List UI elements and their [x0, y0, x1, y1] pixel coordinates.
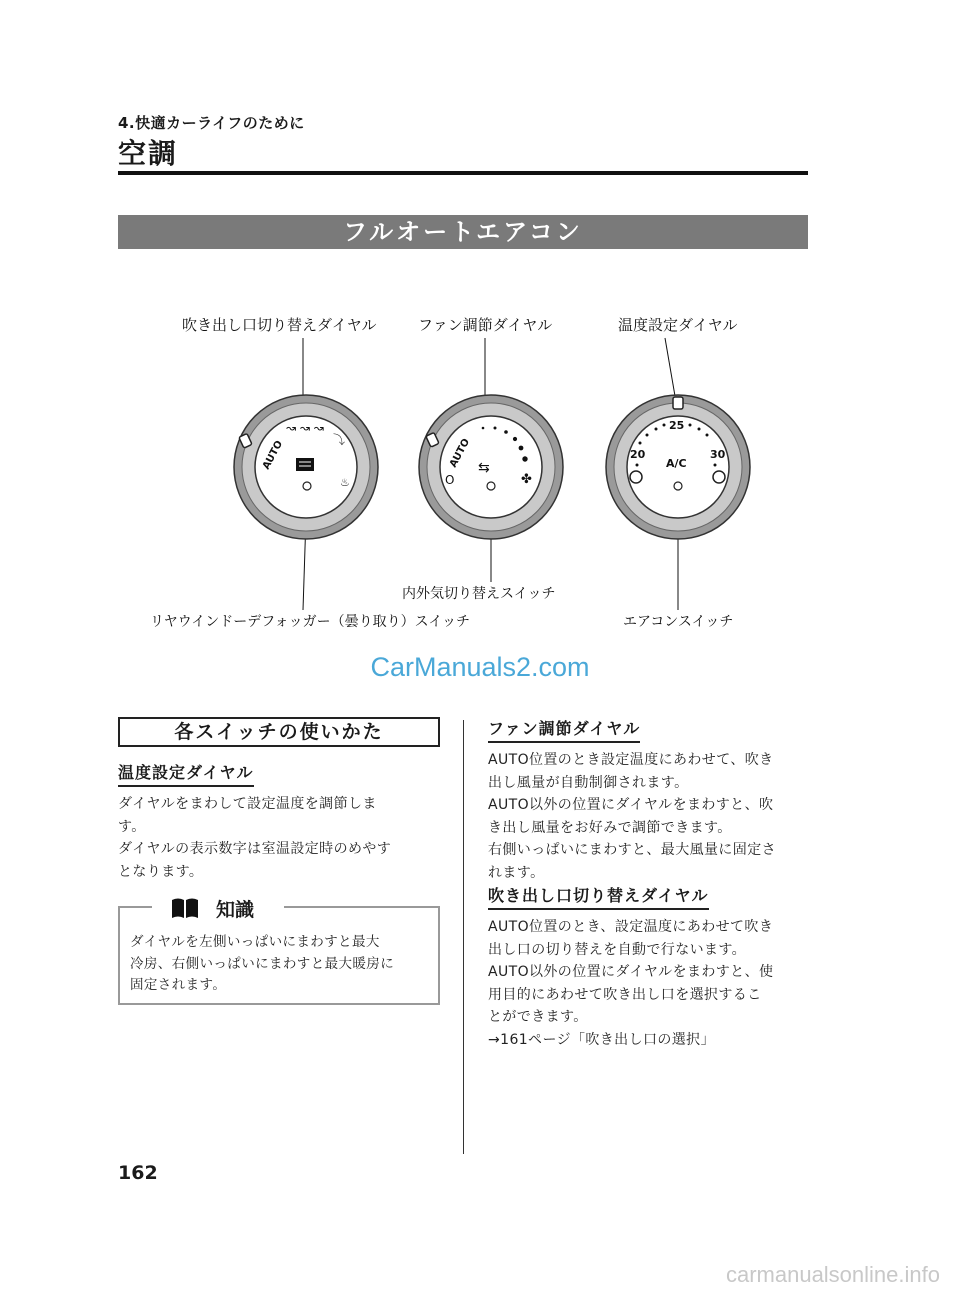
column-divider: [463, 720, 464, 1154]
section-banner: フルオートエアコン: [118, 215, 808, 249]
climate-control-diagram: [140, 300, 790, 640]
chapter-label: 4.快適カーライフのために: [118, 114, 305, 132]
section-heading: 各スイッチの使いかた: [118, 717, 440, 747]
label-temp-dial: 温度設定ダイヤル: [618, 316, 738, 334]
temp-mark-25: 25: [669, 419, 685, 432]
label-recirc-switch: 内外気切り替えスイッチ: [402, 586, 556, 602]
temp-mark-20: 20: [630, 448, 646, 461]
rear-defogger-button[interactable]: [303, 482, 311, 490]
page-number: 162: [118, 1162, 158, 1184]
watermark: CarManuals2.com: [370, 652, 590, 682]
label-rear-defogger: リヤウインドーデフォッガー（曇り取り）スイッチ: [150, 614, 471, 630]
fan-max-icon: ✤: [521, 472, 532, 487]
temp-left-knob: [630, 471, 642, 483]
fan-off-mark: O: [445, 473, 455, 487]
temp-right-knob: [713, 471, 725, 483]
outlet-page-reference[interactable]: →161ページ「吹き出し口の選択」: [488, 1031, 715, 1048]
fan-section-body: AUTO位置のとき設定温度にあわせて、吹き 出し風量が自動制御されます。 AUTO以外の位置にダイヤルをまわすと、吹 き出し風量をお好みで調節できます。 右側いっぱいにまわすと、最大風量に固定さ れます。: [488, 752, 776, 881]
outlet-section-title: 吹き出し口切り替えダイヤル: [488, 886, 709, 910]
knowledge-body: ダイヤルを左側いっぱいにまわすと最大 冷房、右側いっぱいにまわすと最大暖房に 固定されます。: [130, 934, 395, 993]
knowledge-label-text: 知識: [216, 899, 255, 921]
fan-section: [488, 716, 810, 884]
defrost-mode-icon: ♨: [340, 476, 350, 489]
book-icon: [170, 896, 200, 920]
page-title: 空調: [118, 137, 179, 170]
ac-label: A/C: [666, 457, 687, 470]
rear-defogger-icon: [296, 458, 314, 471]
ac-button[interactable]: [674, 482, 682, 490]
vent-mode-icon: ↝ ↝ ↝: [286, 421, 324, 435]
title-rule: [118, 171, 808, 175]
temp-section: [118, 760, 440, 883]
outlet-dial[interactable]: [234, 395, 378, 539]
label-fan-dial: ファン調節ダイヤル: [418, 316, 553, 334]
outlet-section-body: AUTO位置のとき、設定温度にあわせて吹き 出し口の切り替えを自動で行ないます。 AUTO以外の位置にダイヤルをまわすと、使 用目的にあわせて吹き出し口を選択するこ とができます。 →161ページ「吹き出し口の選択」: [488, 916, 810, 1051]
label-ac-switch: エアコンスイッチ: [623, 614, 734, 630]
temp-mark-30: 30: [710, 448, 726, 461]
recirc-button[interactable]: [487, 482, 495, 490]
fan-dial[interactable]: [419, 395, 563, 539]
footer-watermark: carmanualsonline.info: [725, 1262, 940, 1287]
label-outlet-dial: 吹き出し口切り替えダイヤル: [182, 316, 377, 334]
temp-dial[interactable]: [606, 395, 750, 539]
temp-section-body: ダイヤルをまわして設定温度を調節しま す。 ダイヤルの表示数字は室温設定時のめやす となります。: [118, 796, 392, 880]
foot-mode-icon: ⤵: [333, 433, 346, 447]
outlet-dial-auto: AUTO: [260, 438, 286, 472]
recirc-icon: ⇆: [478, 460, 490, 476]
outlet-section: [488, 883, 810, 1051]
knowledge-label: [152, 894, 284, 922]
fan-section-title: ファン調節ダイヤル: [488, 719, 640, 743]
fan-dial-auto: AUTO: [447, 436, 473, 470]
temp-section-title: 温度設定ダイヤル: [118, 763, 254, 787]
